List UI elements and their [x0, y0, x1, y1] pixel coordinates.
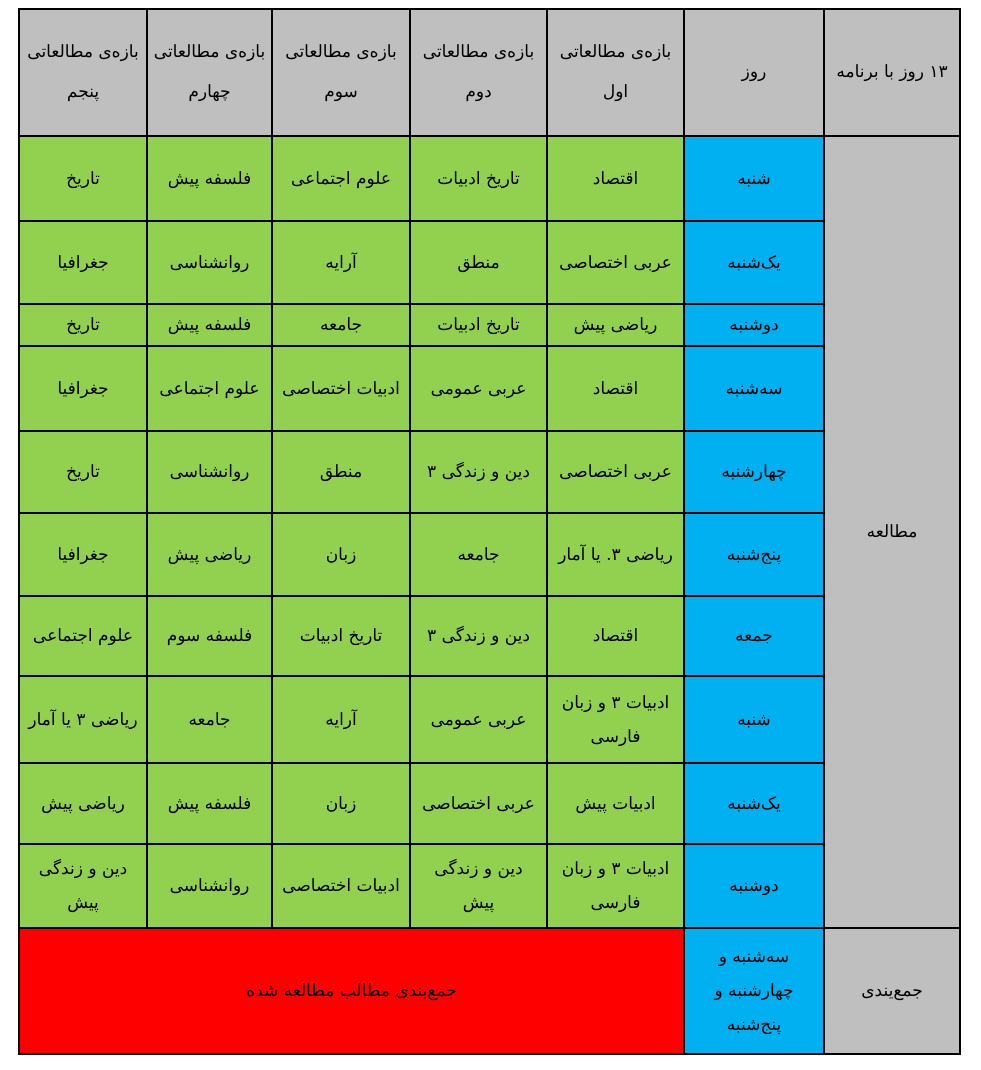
subject-cell: اقتصاد [547, 596, 684, 676]
subject-cell: جغرافیا [19, 221, 147, 304]
subject-cell: اقتصاد [547, 346, 684, 431]
schedule-row [19, 513, 960, 596]
period-header-cell-1: بازه‌ی مطالعاتی اول [547, 9, 684, 136]
subject-cell: عربی عمومی [410, 676, 547, 763]
subject-cell: تاریخ [19, 304, 147, 346]
subject-cell: ریاضی ۳ یا آمار [19, 676, 147, 763]
subject-cell: جغرافیا [19, 513, 147, 596]
subject-cell: فلسفه پیش [147, 304, 272, 346]
day-cell: یک‌شنبه [684, 221, 824, 304]
subject-cell: علوم اجتماعی [147, 346, 272, 431]
subject-cell: علوم اجتماعی [19, 596, 147, 676]
period-header-cell-3: بازه‌ی مطالعاتی سوم [272, 9, 410, 136]
schedule-row [19, 304, 960, 346]
subject-cell: دین و زندگی پیش [410, 844, 547, 928]
day-cell: دوشنبه [684, 844, 824, 928]
subject-cell: تاریخ ادبیات [410, 136, 547, 221]
subject-cell: منطق [272, 431, 410, 513]
subject-cell: عربی عمومی [410, 346, 547, 431]
subject-cell: ادبیات ۳ و زبان فارسی [547, 844, 684, 928]
schedule-row [19, 844, 960, 928]
subject-cell: علوم اجتماعی [272, 136, 410, 221]
day-cell: یک‌شنبه [684, 763, 824, 844]
subject-cell: منطق [410, 221, 547, 304]
subject-cell: فلسفه سوم [147, 596, 272, 676]
subject-cell: ریاضی ۳. یا آمار [547, 513, 684, 596]
subject-cell: تاریخ [19, 136, 147, 221]
summary-row [19, 928, 960, 1054]
subject-cell: تاریخ ادبیات [410, 304, 547, 346]
study-schedule-table [18, 8, 961, 1055]
subject-cell: آرایه [272, 676, 410, 763]
subject-cell: جامعه [147, 676, 272, 763]
period-header-cell-4: بازه‌ی مطالعاتی چهارم [147, 9, 272, 136]
subject-cell: روانشناسی [147, 221, 272, 304]
subject-cell: فلسفه پیش [147, 136, 272, 221]
schedule-row [19, 346, 960, 431]
schedule-row [19, 596, 960, 676]
day-cell: سه‌شنبه [684, 346, 824, 431]
subject-cell: اقتصاد [547, 136, 684, 221]
summary-content-cell: جمع‌بندی مطالب مطالعه شده [19, 928, 684, 1054]
subject-cell: زبان [272, 513, 410, 596]
subject-cell: جامعه [272, 304, 410, 346]
day-cell: شنبه [684, 136, 824, 221]
subject-cell: ادبیات اختصاصی [272, 346, 410, 431]
summary-days-cell: سه‌شنبه و چهارشنبه و پنج‌شنبه [684, 928, 824, 1054]
subject-cell: دین و زندگی ۳ [410, 431, 547, 513]
summary-label-cell: جمع‌یندی [824, 928, 960, 1054]
schedule-row [19, 221, 960, 304]
day-cell: دوشنبه [684, 304, 824, 346]
day-cell: پنج‌شنبه [684, 513, 824, 596]
subject-cell: جامعه [410, 513, 547, 596]
subject-cell: تاریخ ادبیات [272, 596, 410, 676]
subject-cell: زبان [272, 763, 410, 844]
period-header-cell-2: بازه‌ی مطالعاتی دوم [410, 9, 547, 136]
header-row [19, 9, 960, 136]
plan-title-cell: ۱۳ روز با برنامه [824, 9, 960, 136]
subject-cell: روانشناسی [147, 431, 272, 513]
subject-cell: روانشناسی [147, 844, 272, 928]
subject-cell: عربی اختصاصی [547, 221, 684, 304]
schedule-row [19, 136, 960, 221]
subject-cell: عربی اختصاصی [547, 431, 684, 513]
study-span-cell: مطالعه [824, 136, 960, 928]
schedule-row [19, 431, 960, 513]
subject-cell: جغرافیا [19, 346, 147, 431]
subject-cell: دین و زندگی ۳ [410, 596, 547, 676]
day-header-cell: روز [684, 9, 824, 136]
subject-cell: دین و زندگی پیش [19, 844, 147, 928]
day-cell: شنبه [684, 676, 824, 763]
schedule-row [19, 676, 960, 763]
schedule-row [19, 763, 960, 844]
subject-cell: ریاضی پیش [19, 763, 147, 844]
subject-cell: ریاضی پیش [547, 304, 684, 346]
subject-cell: ادبیات پیش [547, 763, 684, 844]
period-header-cell-5: بازه‌ی مطالعاتی پنجم [19, 9, 147, 136]
subject-cell: ادبیات ۳ و زبان فارسی [547, 676, 684, 763]
day-cell: چهارشنبه [684, 431, 824, 513]
subject-cell: تاریخ [19, 431, 147, 513]
subject-cell: ریاضی پیش [147, 513, 272, 596]
subject-cell: آرایه [272, 221, 410, 304]
day-cell: جمعه [684, 596, 824, 676]
subject-cell: فلسفه پیش [147, 763, 272, 844]
subject-cell: ادبیات اختصاصی [272, 844, 410, 928]
subject-cell: عربی اختصاصی [410, 763, 547, 844]
